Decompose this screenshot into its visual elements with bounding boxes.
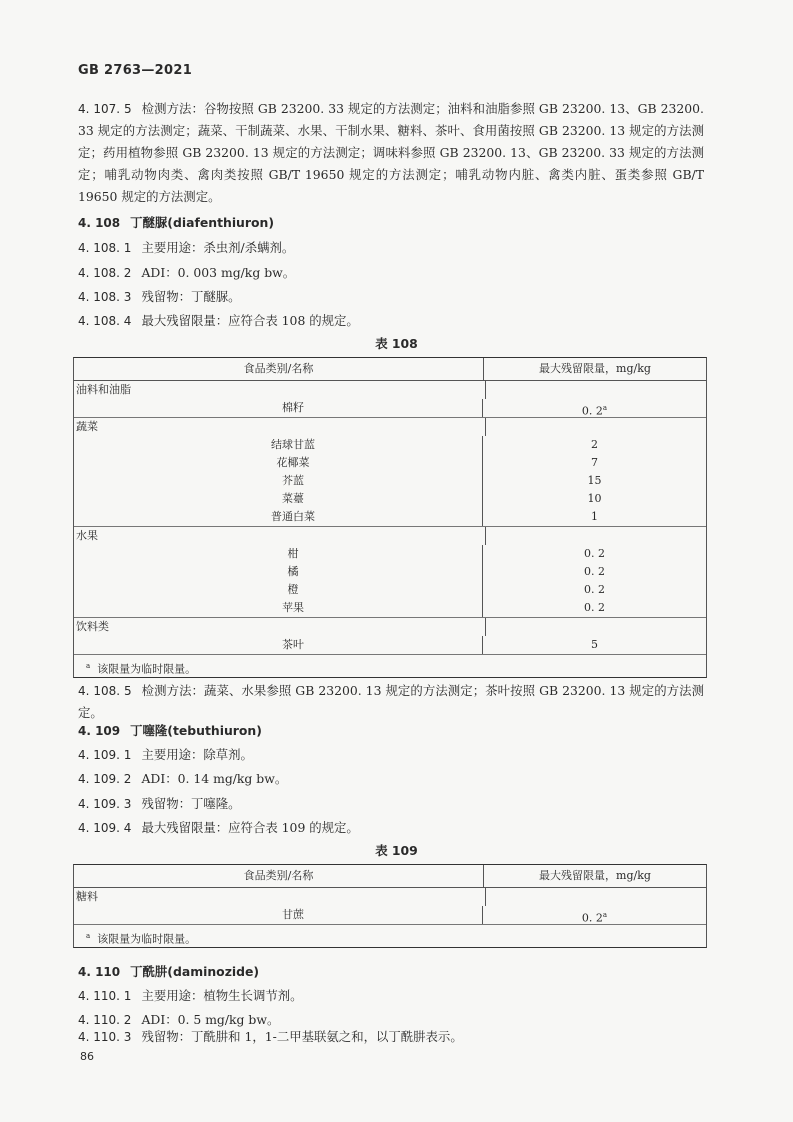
mrl-value: 0. 2: [581, 911, 603, 925]
table-row: [74, 545, 706, 563]
table-body: [74, 888, 706, 925]
table-row: [74, 472, 706, 490]
clause-4-109-1: [78, 745, 253, 763]
mrl-cell: [483, 581, 706, 599]
column-header-mrl: 最大残留限量，mg/kg: [539, 362, 651, 375]
table-108: [73, 357, 707, 678]
mrl-value: 0. 2: [584, 601, 605, 614]
table-group: [74, 527, 706, 618]
section-number: 4. 108: [78, 216, 121, 230]
table-109-caption: 表 109: [375, 843, 418, 858]
mrl-value: 0. 2: [584, 583, 605, 596]
food-name: 芥蓝: [74, 472, 483, 490]
mrl-value: 5: [591, 638, 598, 651]
category-name: 糖料: [74, 888, 486, 906]
section-number: 4. 109: [78, 724, 121, 738]
food-name: 橘: [74, 563, 483, 581]
mrl-value: 15: [587, 474, 602, 487]
table-row: [74, 454, 706, 472]
food-name: 橙: [74, 581, 483, 599]
clause-number: 4. 109. 3: [78, 797, 132, 811]
clause-text: 残留物：丁醚脲。: [141, 289, 241, 304]
category-name: 油料和油脂: [74, 381, 486, 399]
mrl-cell: [483, 599, 706, 617]
empty-cell: [486, 381, 706, 399]
column-header-food: 食品类别/名称: [74, 358, 484, 380]
clause-number: 4. 110. 2: [78, 1013, 132, 1027]
clause-number: 4. 109. 1: [78, 748, 132, 762]
table-note: [74, 925, 706, 947]
category-name: 水果: [74, 527, 486, 545]
table-row: [74, 381, 706, 399]
table-group: [74, 381, 706, 418]
clause-text: 最大残留限量：应符合表 109 的规定。: [141, 820, 359, 835]
mrl-cell: [483, 636, 706, 654]
clause-text: 主要用途：杀虫剂/杀螨剂。: [141, 240, 295, 255]
table-row: [74, 527, 706, 545]
section-title: 丁噻隆(tebuthiuron): [130, 723, 262, 738]
clause-4-110-2: [78, 1010, 279, 1028]
food-name: 结球甘蓝: [74, 436, 483, 454]
category-name: 饮料类: [74, 618, 486, 636]
clause-4-108-1: [78, 238, 294, 256]
clause-4-109-4: [78, 818, 359, 836]
clause-number: 4. 110. 1: [78, 989, 132, 1003]
column-header-food: 食品类别/名称: [74, 865, 484, 887]
clause-text: 残留物：丁酰肼和 1，1-二甲基联氨之和，以丁酰肼表示。: [141, 1029, 463, 1044]
clause-text: 最大残留限量：应符合表 108 的规定。: [141, 313, 359, 328]
clause-4-110-1: [78, 986, 303, 1004]
clause-number: 4. 109. 4: [78, 821, 132, 835]
mrl-cell: [483, 454, 706, 472]
section-title: 丁醚脲(diafenthiuron): [130, 215, 274, 230]
clause-text: 主要用途：除草剂。: [141, 747, 253, 762]
table-109: [73, 864, 707, 948]
clause-number: 4. 108. 2: [78, 266, 132, 280]
mrl-cell: [483, 545, 706, 563]
mrl-cell: [483, 508, 706, 526]
table-row: [74, 490, 706, 508]
table-row: [74, 508, 706, 526]
table-row: [74, 636, 706, 654]
table-row: [74, 599, 706, 617]
table-row: [74, 399, 706, 417]
food-name: 茶叶: [74, 636, 483, 654]
clause-number: 4. 109. 2: [78, 772, 132, 786]
clause-number: 4. 110. 3: [78, 1030, 132, 1044]
note-mark: a: [86, 662, 91, 670]
clause-4-108-4: [78, 311, 359, 329]
section-4-110-heading: [78, 962, 259, 980]
table-row: [74, 888, 706, 906]
food-name: 柑: [74, 545, 483, 563]
mrl-value: 10: [587, 492, 602, 505]
mrl-value: 0. 2: [581, 404, 603, 418]
clause-text: 检测方法：蔬菜、水果参照 GB 23200. 13 规定的方法测定；茶叶按照 GB 23200. 13 规定的方法测定。: [78, 683, 704, 720]
clause-text: ADI：0. 5 mg/kg bw。: [141, 1012, 280, 1027]
mrl-cell: [483, 490, 706, 508]
clause-text: ADI：0. 14 mg/kg bw。: [141, 771, 288, 786]
clause-number: 4. 107. 5: [78, 102, 132, 116]
empty-cell: [486, 888, 706, 906]
section-4-109-heading: [78, 721, 262, 739]
mrl-cell: [483, 399, 706, 417]
mrl-value: 2: [591, 438, 598, 451]
footnote-mark: a: [602, 404, 608, 412]
table-group: [74, 418, 706, 527]
food-name: 棉籽: [74, 399, 483, 417]
clause-number: 4. 108. 5: [78, 684, 132, 698]
clause-number: 4. 108. 3: [78, 290, 132, 304]
section-4-108-heading: [78, 213, 274, 231]
clause-4-109-3: [78, 794, 241, 812]
clause-text: 检测方法：谷物按照 GB 23200. 33 规定的方法测定；油料和油脂参照 GB 23200. 13、GB 23200. 33 规定的方法测定；蔬菜、干制蔬菜、水果、干制水果、糖料、茶叶、食用菌按照 GB 23200. 13 规定的方法测定；药用植物参照 GB 23200. 13 规定的方法测定；调味料参照 GB 23200. 13、GB 23200. 33 规定的方法测定；哺乳动物肉类、禽肉类按照 GB/T 19650 规定的方法测定；哺乳动物内脏、禽类内脏、蛋类参照 GB/T 19650 规定的方法测定。: [78, 101, 704, 204]
mrl-cell: [483, 472, 706, 490]
mrl-value: 1: [591, 510, 598, 523]
clause-4-108-2: [78, 263, 295, 281]
food-name: 甘蔗: [74, 906, 483, 924]
food-name: 菜薹: [74, 490, 483, 508]
table-108-caption: 表 108: [375, 336, 418, 351]
mrl-cell: [483, 563, 706, 581]
table-row: [74, 581, 706, 599]
empty-cell: [486, 618, 706, 636]
empty-cell: [486, 418, 706, 436]
footnote-mark: a: [602, 911, 608, 919]
clause-text: 残留物：丁噻隆。: [141, 796, 241, 811]
food-name: 花椰菜: [74, 454, 483, 472]
section-title: 丁酰肼(daminozide): [130, 964, 260, 979]
clause-number: 4. 108. 1: [78, 241, 132, 255]
clause-4-108-3: [78, 287, 241, 305]
clause-text: 主要用途：植物生长调节剂。: [141, 988, 303, 1003]
note-text: 该限量为临时限量。: [97, 662, 197, 676]
table-row: [74, 418, 706, 436]
category-name: 蔬菜: [74, 418, 486, 436]
note-text: 该限量为临时限量。: [97, 932, 197, 946]
mrl-cell: [483, 436, 706, 454]
table-row: [74, 618, 706, 636]
note-mark: a: [86, 932, 91, 940]
table-header: [74, 865, 706, 888]
mrl-value: 0. 2: [584, 565, 605, 578]
clause-text: ADI：0. 003 mg/kg bw。: [141, 265, 296, 280]
page-number: 86: [80, 1050, 94, 1063]
table-header: [74, 358, 706, 381]
clause-4-109-2: [78, 769, 287, 787]
table-row: [74, 563, 706, 581]
food-name: 苹果: [74, 599, 483, 617]
paragraph-4-108-5: [78, 680, 704, 724]
empty-cell: [486, 527, 706, 545]
mrl-cell: [483, 906, 706, 924]
document-header: GB 2763—2021: [78, 63, 193, 78]
table-row: [74, 436, 706, 454]
column-header-mrl: 最大残留限量，mg/kg: [539, 869, 651, 882]
table-note: [74, 655, 706, 677]
paragraph-4-107-5: [78, 98, 704, 208]
mrl-value: 0. 2: [584, 547, 605, 560]
food-name: 普通白菜: [74, 508, 483, 526]
mrl-value: 7: [591, 456, 598, 469]
table-group: [74, 888, 706, 925]
table-group: [74, 618, 706, 655]
table-body: [74, 381, 706, 655]
clause-number: 4. 108. 4: [78, 314, 132, 328]
section-number: 4. 110: [78, 965, 121, 979]
table-row: [74, 906, 706, 924]
clause-4-110-3: [78, 1027, 463, 1045]
